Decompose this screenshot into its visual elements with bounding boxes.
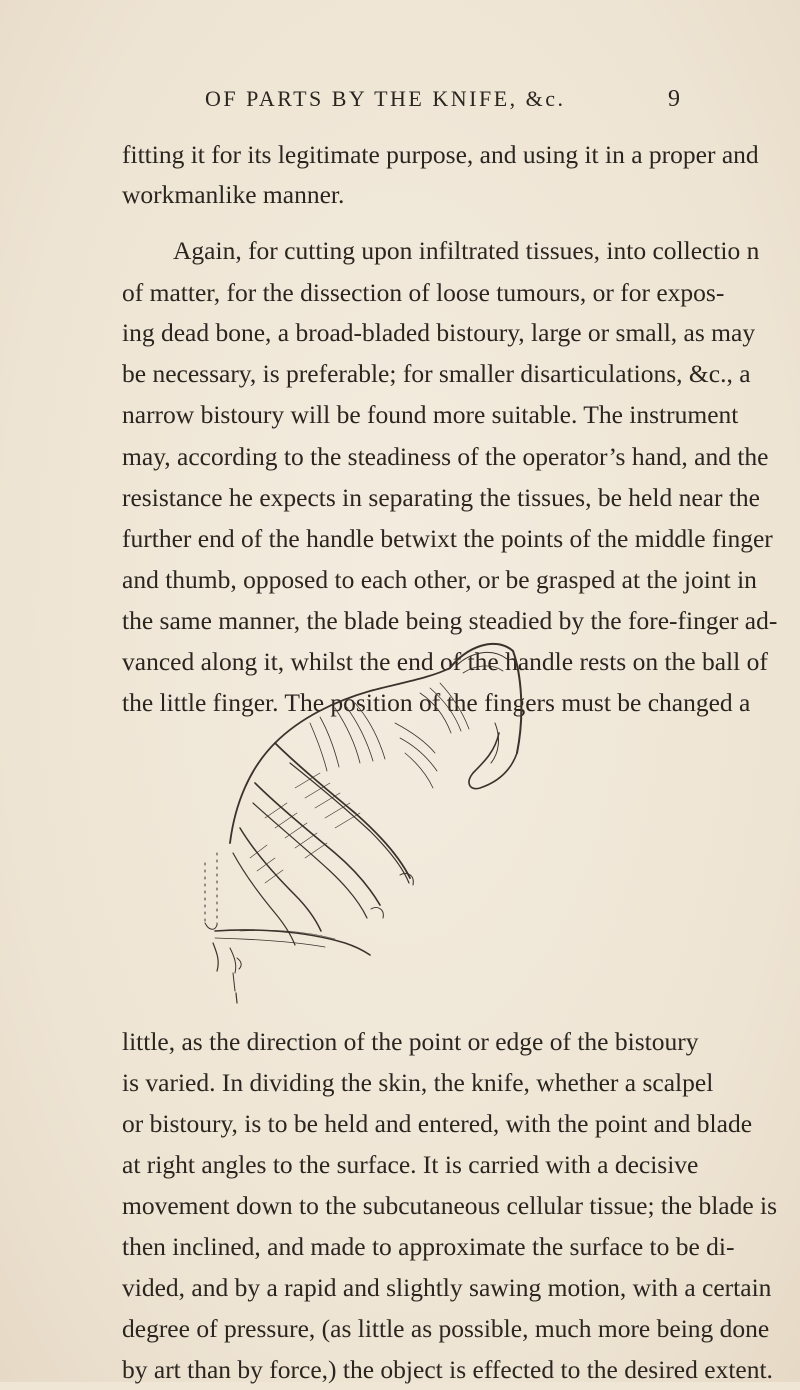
text-line: may, according to the steadiness of the operator’s hand, and the — [122, 442, 769, 471]
text-line: or bistoury, is to be held and entered, with the point and blade — [122, 1109, 753, 1138]
text-line: resistance he expects in separating the tissues, be held near the — [122, 483, 760, 512]
text-line: is varied. In dividing the skin, the knife, whether a scalpel — [122, 1068, 714, 1097]
text-line: degree of pressure, (as little as possible, much more being done — [122, 1314, 770, 1343]
text-line: Again, for cutting upon infiltrated tissues, into collectio n — [173, 236, 760, 265]
text-line: narrow bistoury will be found more suitable. The instrument — [122, 400, 739, 429]
text-line: movement down to the subcutaneous cellular tissue; the blade is — [122, 1191, 778, 1220]
text-line: vided, and by a rapid and slightly sawing motion, with a certain — [122, 1273, 772, 1302]
text-line: the little finger. The position of the fingers must be changed a — [122, 688, 751, 717]
running-head: OF PARTS BY THE KNIFE, &c. — [205, 86, 566, 111]
text-line: further end of the handle betwixt the points of the middle finger — [122, 524, 773, 553]
text-line: at right angles to the surface. It is carried with a decisive — [122, 1150, 699, 1179]
page-header — [0, 86, 800, 126]
text-line: be necessary, is preferable; for smaller disarticulations, &c., a — [122, 359, 751, 388]
text-line: vanced along it, whilst the end of the handle rests on the ball of — [122, 647, 768, 676]
text-line: fitting it for its legitimate purpose, and using it in a proper and — [122, 140, 759, 169]
text-line: workmanlike manner. — [122, 180, 345, 209]
hand-holding-bistoury-illustration — [195, 613, 585, 1008]
text-line: and thumb, opposed to each other, or be grasped at the joint in — [122, 565, 757, 594]
text-line: the same manner, the blade being steadied by the fore-finger ad- — [122, 606, 778, 635]
page-number: 9 — [668, 86, 680, 112]
hand-holding-bistoury-engraving-icon — [195, 613, 585, 1008]
text-line: ing dead bone, a broad-bladed bistoury, large or small, as may — [122, 318, 756, 347]
text-line: then inclined, and made to approximate the surface to be di- — [122, 1232, 735, 1261]
text-line: of matter, for the dissection of loose tumours, or for expos- — [122, 278, 725, 307]
text-line: little, as the direction of the point or edge of the bistoury — [122, 1027, 699, 1056]
text-line: by art than by force,) the object is effected to the desired extent. — [122, 1355, 773, 1384]
